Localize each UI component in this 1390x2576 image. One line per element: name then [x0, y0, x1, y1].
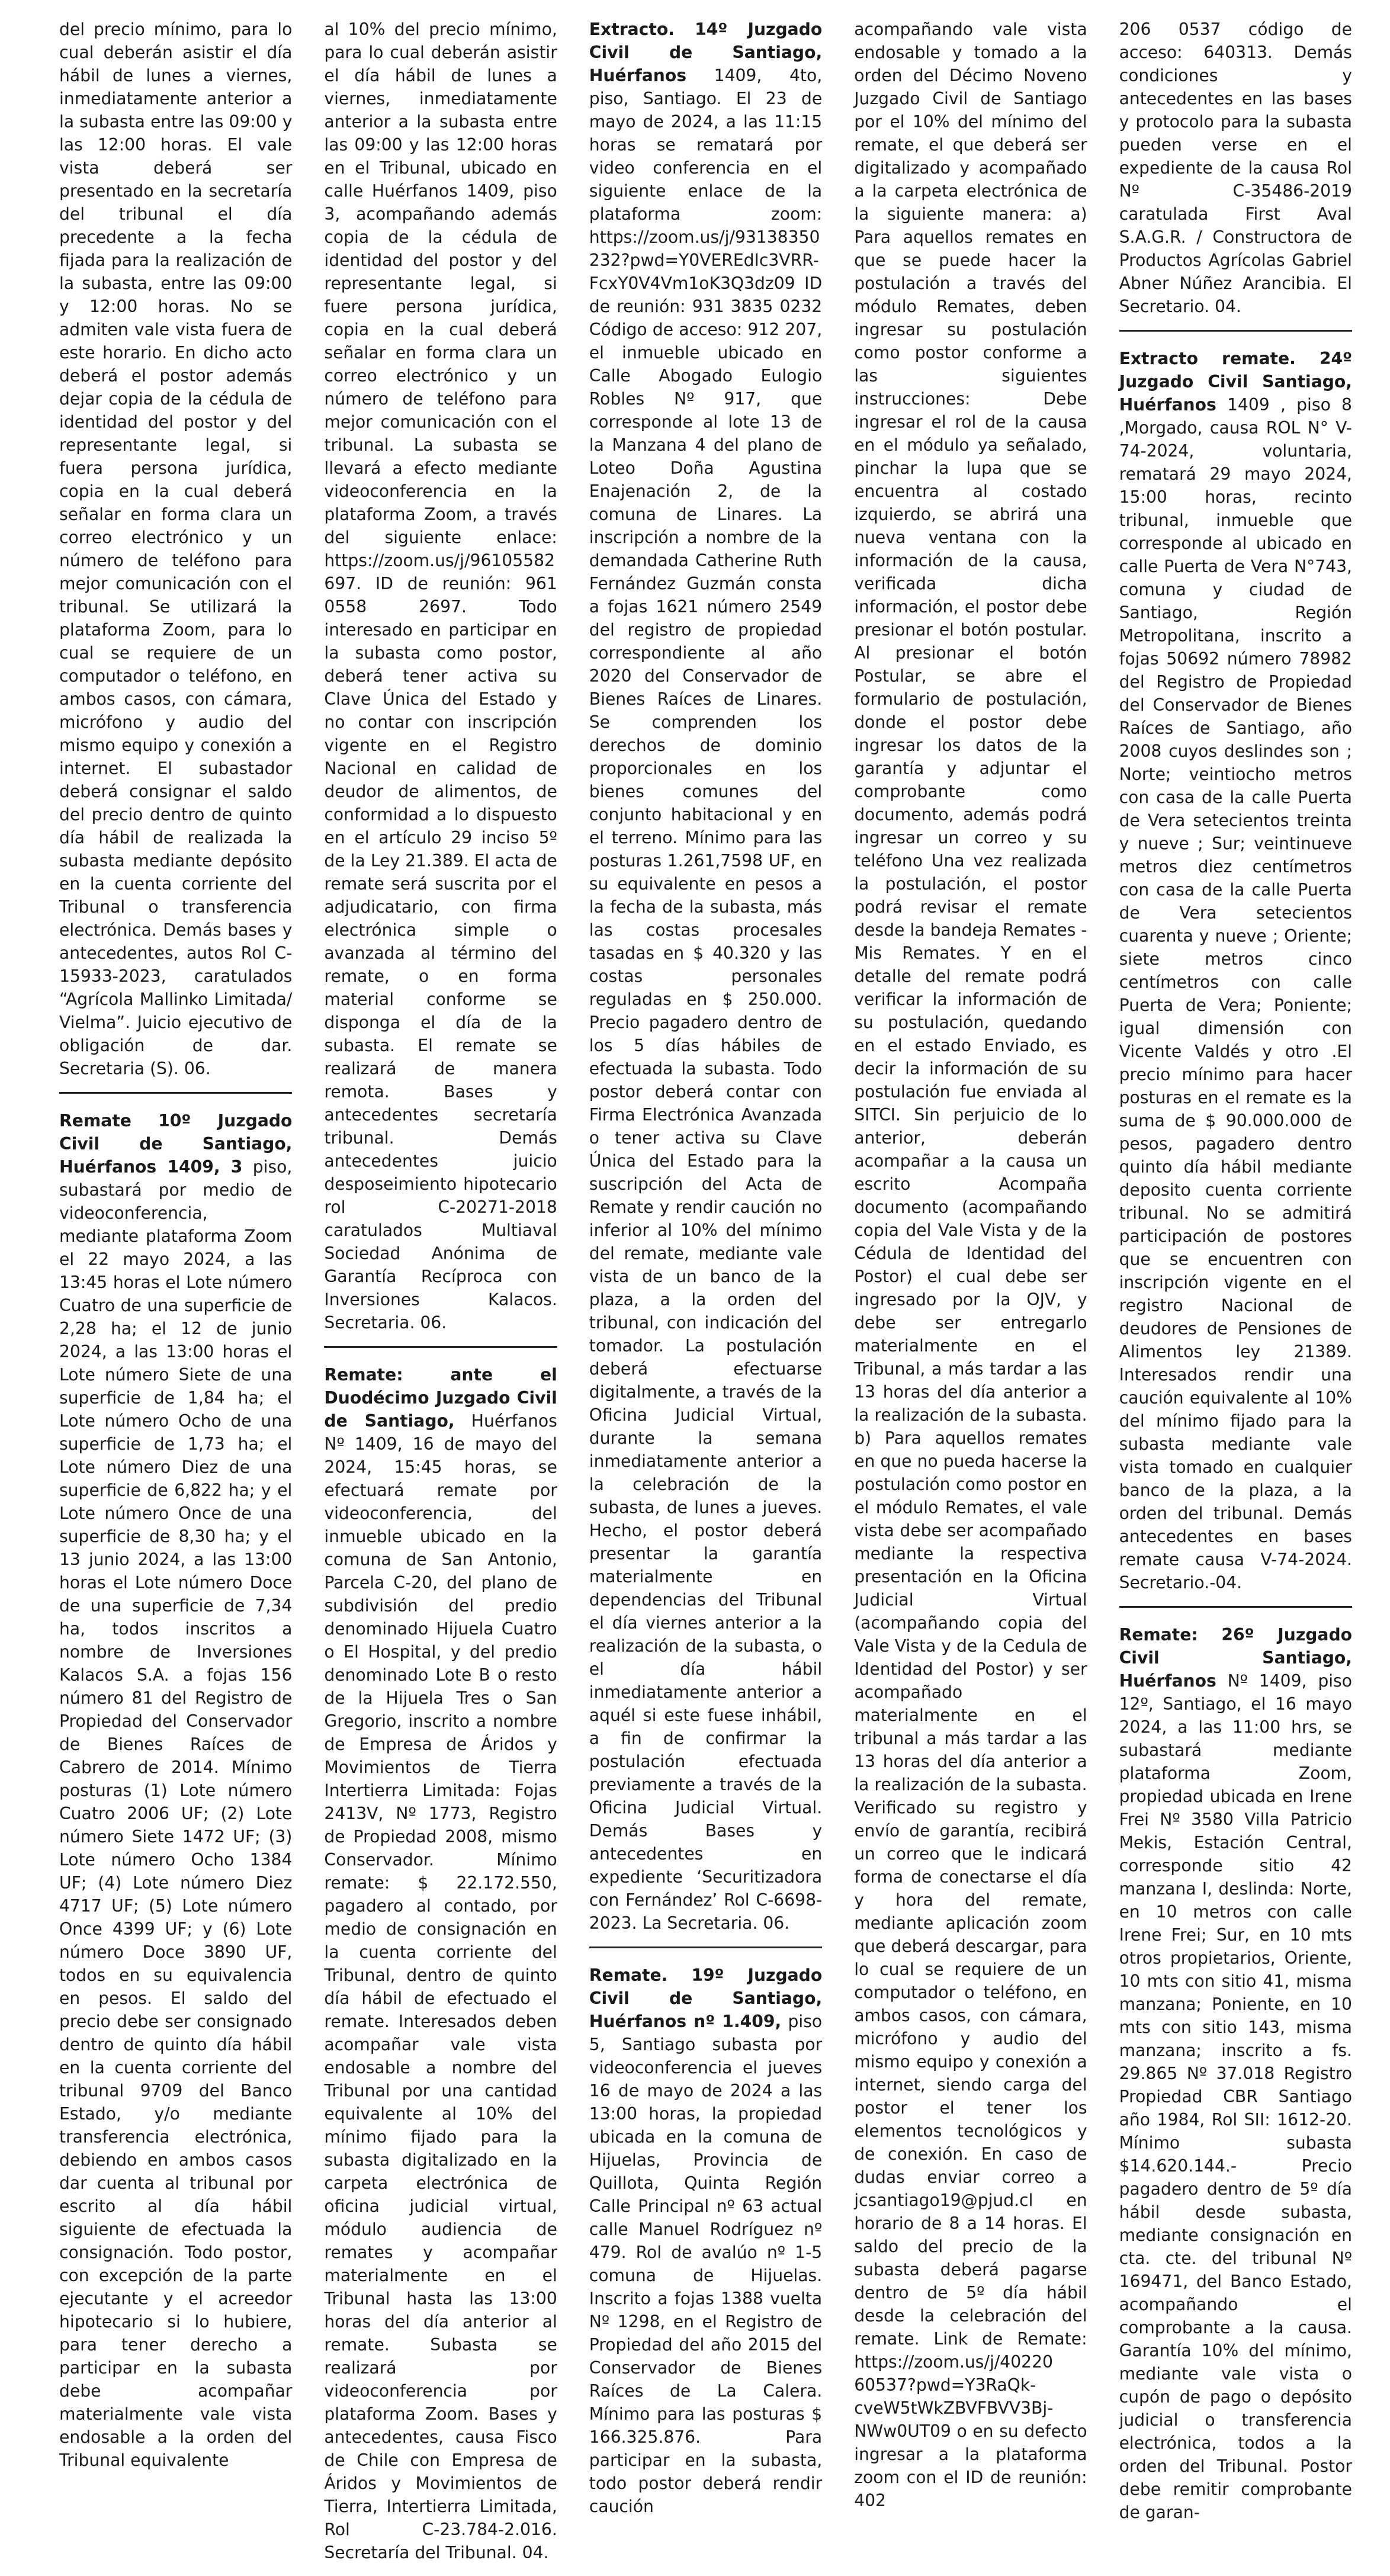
notice-continuation [324, 18, 557, 1334]
notice-continuation [59, 18, 292, 1080]
notice-continuation [854, 18, 1087, 2512]
column-2 [324, 18, 557, 2576]
notice-heading: Extracto. 14º Juzgado Civil de Santiago, Huérfanos [589, 20, 823, 85]
notice-19-juzgado [589, 1964, 822, 2518]
notice-divider [1119, 1606, 1352, 1608]
notice-body: piso 5, Santiago subasta por videoconferencia el jueves 16 de mayo de 2024 a las 13:00 horas, la propiedad ubicada en la comuna de Hijuelas, Provincia de Quillota, Quinta Región Calle Principal nº 63 actual calle Manuel Rodríguez nº 479. Rol de avalúo nº 1-5 comuna de Hijuelas. Inscrito a fojas 1388 vuelta Nº 1298, en el Registro de Propiedad del año 2015 del Conservador de Bienes Raíces de La Calera. Mínimo para las posturas $ 166.325.876. Para participar en la subasta, todo postor deberá rendir caución [589, 2012, 823, 2516]
notice-10-juzgado [59, 1109, 292, 2472]
column-4 [854, 18, 1087, 2576]
notice-body: piso, subastará por medio de videoconferencia, mediante plataforma Zoom el 22 mayo 2024, a las 13:45 horas el Lote número Cuatro de una superficie de 2,28 ha; el 12 de junio 2024, a las 13:00 horas el Lote número Siete de una superficie de 1,84 ha; el Lote número Ocho de una superficie de 1,73 ha; el Lote número Diez de una superficie de 6,822 ha; y el Lote número Once de una superficie de 8,30 ha; y el 13 junio 2024, a las 13:00 horas el Lote número Doce de una superficie de 7,34 ha, todos inscritos a nombre de Inversiones Kalacos S.A. a fojas 156 número 81 del Registro de Propiedad del Conservador de Bienes Raíces de Cabrero de 2014. Mínimo posturas (1) Lote número Cuatro 2006 UF; (2) Lote número Siete 1472 UF; (3) Lote número Ocho 1384 UF; (4) Lote número Diez 4717 UF; (5) Lote número Once 4399 UF; y (6) Lote número Doce 3890 UF, todos en su equivalencia en pesos. El saldo del precio debe ser consignado dentro de quinto día hábil en la cuenta corriente del tribunal 9709 del Banco Estado, y/o mediante transferencia electrónica, debiendo en ambos casos dar cuenta al tribunal por escrito al día hábil siguiente de efectuada la consignación. Todo postor, con excepción de la parte ejecutante y el acreedor hipotecario si lo hubiere, para tener derecho a participar en la subasta debe acompañar materialmente vale vista endosable a la orden del Tribunal equivalente [59, 1157, 293, 2470]
notice-24-juzgado [1119, 347, 1352, 1594]
column-1 [59, 18, 292, 2576]
column-5 [1119, 18, 1352, 2576]
notice-body: 206 0537 código de acceso: 640313. Demás condiciones y antecedentes en las bases y protocolo para la subasta pueden verse en el expediente de la causa Rol Nº C-35486-2019 caratulada First Aval S.A.G.R. / Constructora de Productos Agrícolas Gabriel Abner Núñez Arancibia. El Secretario. 04. [1119, 20, 1352, 316]
notice-body: al 10% del precio mínimo, para lo cual deberán asistir el día hábil de lunes a viernes, inmediatamente anterior a la subasta entre las 09:00 y las 12:00 horas en el Tribunal, ubicado en calle Huérfanos 1409, piso 3, acompañando además copia de la cédula de identidad del postor y del representante legal, si fuere persona jurídica, copia en la cual deberá señalar en forma clara un correo electrónico y un número de teléfono para mejor comunicación con el tribunal. La subasta se llevará a efecto mediante videoconferencia en la plataforma Zoom, a través del siguiente enlace: https://zoom.us/j/96105582697. ID de reunión: 961 0558 2697. Todo interesado en participar en la subasta como postor, deberá tener activa su Clave Única del Estado y no contar con inscripción vigente en el Registro Nacional en calidad de deudor de alimentos, de conformidad a lo dispuesto en el artículo 29 inciso 5º de la Ley 21.389. El acta de remate será suscrita por el adjudicatario, con firma electrónica simple o avanzada al término del remate, o en forma material conforme se disponga el día de la subasta. El remate se realizará de manera remota. Bases y antecedentes secretaría tribunal. Demás antecedentes juicio desposeimiento hipotecario rol C-20271-2018 caratulados Multiaval Sociedad Anónima de Garantía Recíproca con Inversiones Kalacos. Secretaria. 06. [324, 20, 557, 1332]
notice-divider [1119, 330, 1352, 332]
notice-body: Huérfanos Nº 1409, 16 de mayo del 2024, 15:45 horas, se efectuará remate por videoconferencia, del inmueble ubicado en la comuna de San Antonio, Parcela C-20, del plano de subdivisión del predio denominado Hijuela Cuatro o El Hospital, y del predio denominado Lote B o resto de la Hijuela Tres o San Gregorio, inscrito a nombre de Empresa de Áridos y Movimientos de Tierra Intertierra Limitada: Fojas 2413V, Nº 1773, Registro de Propiedad 2008, mismo Conservador. Mínimo remate: $ 22.172.550, pagadero al contado, por medio de consignación en la cuenta corriente del Tribunal, dentro de quinto día hábil de efectuado el remate. Interesados deben acompañar vale vista endosable a nombre del Tribunal por una cantidad equivalente al 10% del mínimo fijado para la subasta digitalizado en la carpeta electrónica de oficina judicial virtual, módulo audiencia de remates y acompañar materialmente en el Tribunal hasta las 13:00 horas del día anterior al remate. Subasta se realizará por videoconferencia por plataforma Zoom. Bases y antecedentes, causa Fisco de Chile con Empresa de Áridos y Movimientos de Tierra, Intertierra Limitada, Rol C-23.784-2.016. Secretaría del Tribunal. 04. [324, 1411, 557, 2562]
notice-14-juzgado [589, 18, 822, 1935]
notice-heading: Remate 10º Juzgado Civil de Santiago, Huérfanos 1409, 3 [59, 1111, 293, 1177]
notice-continuation [1119, 18, 1352, 318]
notice-heading: Remate: ante el Duodécimo Juzgado Civil de Santiago, [324, 1365, 557, 1431]
notice-divider [589, 1947, 822, 1948]
notice-body: 1409, 4to, piso, Santiago. El 23 de mayo de 2024, a las 11:15 horas se rematará por video conferencia en el siguiente enlace de la plataforma zoom: https://zoom.us/j/93138350232?pwd=Y0VEREdIc3VRR-FcxY0V4Vm1oK3Q3dz09 ID de reunión: 931 3835 0232 Código de acceso: 912 207, el inmueble ubicado en Calle Abogado Eulogio Robles Nº 917, que corresponde al lote 13 de la Manzana 4 del plano de Loteo Doña Agustina Enajenación 2, de la comuna de Linares. La inscripción a nombre de la demandada Catherine Ruth Fernández Guzmán consta a fojas 1621 número 2549 del registro de propiedad correspondiente al año 2020 del Conservador de Bienes Raíces de Linares. Se comprenden los derechos de dominio proporcionales en los bienes comunes del conjunto habitacional y en el terreno. Mínimo para las posturas 1.261,7598 UF, en su equivalente en pesos a la fecha de la subasta, más las costas procesales tasadas en $ 40.320 y las costas personales reguladas en $ 250.000. Precio pagadero dentro de los 5 días hábiles de efectuada la subasta. Todo postor deberá contar con Firma Electrónica Avanzada o tener activa su Clave Única del Estado para la suscripción del Acta de Remate y rendir caución no inferior al 10% del mínimo del remate, mediante vale vista de un banco de la plaza, a la orden del tribunal, con indicación del tomador. La postulación deberá efectuarse digitalmente, a través de la Oficina Judicial Virtual, durante la semana inmediatamente anterior a la celebración de la subasta, de lunes a jueves. Hecho, el postor deberá presentar la garantía materialmente en dependencias del Tribunal el día viernes anterior a la realización de la subasta, o el día hábil inmediatamente anterior a aquél si este fuese inhábil, a fin de confirmar la postulación efectuada previamente a través de la Oficina Judicial Virtual. Demás Bases y antecedentes en expediente ‘Securitizadora con Fernández’ Rol C-6698-2023. La Secretaria. 06. [589, 66, 823, 1933]
notice-body: Nº 1409, piso 12º, Santiago, el 16 mayo 2024, a las 11:00 hrs, se subastará mediante plataforma Zoom, propiedad ubicada en Irene Frei Nº 3580 Villa Patricio Mekis, Estación Central, corresponde sitio 42 manzana I, deslinda: Norte, en 10 metros con calle Irene Frei; Sur, en 10 mts otros propietarios, Oriente, 10 mts con sitio 41, misma manzana; Poniente, en 10 mts con sitio 143, misma manzana; inscrito a fs. 29.865 Nº 37.018 Registro Propiedad CBR Santiago año 1984, Rol SII: 1612-20. Mínimo subasta $14.620.144.- Precio pagadero dentro de 5º día hábil desde subasta, mediante consignación en cta. cte. del tribunal Nº 169471, del Banco Estado, acompañando el comprobante a la causa. Garantía 10% del mínimo, mediante vale vista o cupón de pago o depósito judicial o transferencia electrónica, todos a la orden del Tribunal. Postor debe remitir comprobante de garan- [1119, 1671, 1352, 2522]
notice-heading: Remate. 19º Juzgado Civil de Santiago, Huérfanos nº 1.409, [589, 1965, 823, 2031]
notice-divider [324, 1346, 557, 1348]
notice-columns [59, 18, 1352, 2562]
notice-12-juzgado [324, 1363, 557, 2564]
notice-body: acompañando vale vista endosable y tomado a la orden del Décimo Noveno Juzgado Civil de Santiago por el 10% del mínimo del remate, el que deberá ser digitalizado y acompañado a la carpeta electrónica de la siguiente manera: a) Para aquellos remates en que se puede hacer la postulación a través del módulo Remates, deben ingresar su postulación como postor conforme a las siguientes instrucciones: Debe ingresar el rol de la causa en el módulo ya señalado, pinchar la lupa que se encuentra al costado izquierdo, se abrirá una nueva ventana con la información de la causa, verificada dicha información, el postor debe presionar el botón postular. Al presionar el botón Postular, se abre el formulario de postulación, donde el postor debe ingresar los datos de la garantía y adjuntar el comprobante como documento, además podrá ingresar un correo y su teléfono Una vez realizada la postulación, el postor podrá revisar el remate desde la bandeja Remates - Mis Remates. Y en el detalle del remate podrá verificar la información de su postulación, quedando en el estado Enviado, es decir la información de su postulación fue enviada al SITCI. Sin perjuicio de lo anterior, deberán acompañar a la causa un escrito Acompaña documento (acompañando copia del Vale Vista y de la Cédula de Identidad del Postor) el cual debe ser ingresado por la OJV, y debe ser entregarlo materialmente en el Tribunal, a más tardar a las 13 horas del día anterior a la realización de la subasta. b) Para aquellos remates en que no pueda hacerse la postulación como postor en el módulo Remates, el vale vista debe ser acompañado mediante la respectiva presentación en la Oficina Judicial Virtual (acompañando copia del Vale Vista y de la Cedula de Identidad del Postor) y ser acompañado materialmente en el tribunal a más tardar a las 13 horas del día anterior a la realización de la subasta. Verificado su registro y envío de garantía, recibirá un correo que le indicará forma de conectarse el día y hora del remate, mediante aplicación zoom que deberá descargar, para lo cual se requiere de un computador o teléfono, en ambos casos, con cámara, micrófono y audio del mismo equipo y conexión a internet, siendo carga del postor el tener los elementos tecnológicos y de conexión. En caso de dudas enviar correo a jcsantiago19@pjud.cl en horario de 8 a 14 horas. El saldo del precio de la subasta deberá pagarse dentro de 5º día hábil desde la celebración del remate. Link de Remate: https://zoom.us/j/40220 60537?pwd=Y3RaQk-cveW5tWkZBVFBVV3Bj-NWw0UT09 o en su defecto ingresar a la plataforma zoom con el ID de reunión: 402 [854, 20, 1087, 2510]
notice-heading: Extracto remate. 24º Juzgado Civil Santiago, Huérfanos [1119, 349, 1352, 415]
notice-body: 1409 , piso 8 ,Morgado, causa ROL N° V-74-2024, voluntaria, rematará 29 mayo 2024, 15:00 horas, recinto tribunal, inmueble que corresponde al ubicado en calle Puerta de Vera N°743, comuna y ciudad de Santiago, Región Metropolitana, inscrito a fojas 50692 número 78982 del Registro de Propiedad del Conservador de Bienes Raíces de Santiago, año 2008 cuyos deslindes son ; Norte; veintiocho metros con casa de la calle Puerta de Vera setecientos treinta y nueve ; Sur; veintinueve metros diez centímetros con casa de la calle Puerta de Vera setecientos cuarenta y nueve ; Oriente; siete metros cinco centímetros con calle Puerta de Vera; Poniente; igual dimensión con Vicente Valdés y otro .El precio mínimo para hacer posturas en el remate es la suma de $ 90.000.000 de pesos, pagadero dentro quinto día hábil mediante deposito cuenta corriente tribunal. No se admitirá participación de postores que se encuentren con inscripción vigente en el registro Nacional de deudores de Pensiones de Alimentos ley 21389. Interesados rendir una caución equivalente al 10% del mínimo fijado para la subasta mediante vale vista tomado en cualquier banco de la plaza, a la orden del tribunal. Demás antecedentes en bases remate causa V-74-2024. Secretario.-04. [1119, 395, 1352, 1592]
notice-heading: Remate: 26º Juzgado Civil Santiago, Huérfanos [1119, 1625, 1352, 1691]
column-3 [589, 18, 822, 2576]
notice-divider [59, 1092, 292, 1094]
notice-26-juzgado [1119, 1623, 1352, 2524]
notice-body: del precio mínimo, para lo cual deberán asistir el día hábil de lunes a viernes, inmediatamente anterior a la subasta entre las 09:00 y las 12:00 horas. El vale vista deberá ser presentado en la secretaría del tribunal el día precedente a la fecha fijada para la realización de la subasta, entre las 09:00 y 12:00 horas. No se admiten vale vista fuera de este horario. En dicho acto deberá el postor además dejar copia de la cédula de identidad del postor y del representante legal, si fuera persona jurídica, copia en la cual deberá señalar en forma clara un correo electrónico y un número de teléfono para mejor comunicación con el tribunal. Se utilizará la plataforma Zoom, para lo cual se requiere de un computador o teléfono, en ambos casos, con cámara, micrófono y audio del mismo equipo y conexión a internet. El subastador deberá consignar el saldo del precio dentro de quinto día hábil de realizada la subasta mediante depósito en la cuenta corriente del Tribunal o transferencia electrónica. Demás bases y antecedentes, autos Rol C-15933-2023, caratulados “Agrícola Mallinko Limitada/ Vielma”. Juicio ejecutivo de obligación de dar. Secretaria (S). 06. [59, 20, 293, 1078]
